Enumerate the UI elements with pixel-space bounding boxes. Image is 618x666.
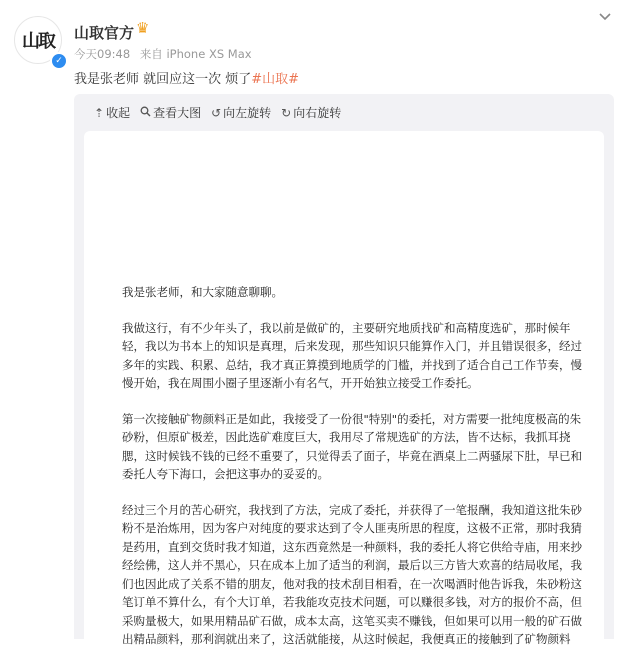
- post-text-main: 我是张老师 就回应这一次 烦了: [74, 72, 252, 87]
- avatar-logo-text: 山取: [22, 31, 54, 52]
- doc-paragraph: 经过三个月的苦心研究，我找到了方法，完成了委托，并获得了一笔报酬，我知道这批朱砂粉不是治炼用，因为客户对纯度的要求达到了令人匪夷所思的程度，这极不正常，那时我猜是药用，直到交货时我才知道，这东西竟然是一种颜料，我的委托人将它供给寺庙，用来抄经绘佛，这人并不黑心，只在成本上加了适当的利润，最后以三方皆大欢喜的结局收尾，我们也因此成了关系不错的朋友，他对我的技术刮目相看，在一次喝酒时他告诉我，朱砂粉这笔订单不算什么，有个大订单，若我能攻克技术问题，可以赚很多钱，对方的报价不高，但采购量极大，如果用精品矿石做，成本太高，这笔买卖不赚钱，但如果可以用一般的矿石做出精品颜料，那利润就出来了，这活就能接，从这时候起，我便真正的接触到了矿物颜料: [122, 502, 582, 646]
- rotate-left-icon: ↺: [211, 105, 222, 120]
- crown-icon: ♛: [136, 19, 150, 37]
- collapse-icon: ⇡: [94, 105, 105, 120]
- hashtag-link[interactable]: #山取#: [251, 72, 300, 87]
- rotate-right-icon: ↻: [281, 105, 292, 120]
- image-toolbar: [94, 104, 351, 121]
- rotate-left-button[interactable]: [211, 104, 271, 121]
- view-large-button[interactable]: [140, 104, 201, 121]
- collapse-label: 收起: [106, 106, 131, 120]
- rotate-right-button[interactable]: [281, 104, 341, 121]
- post-text: [74, 68, 299, 87]
- doc-paragraph: 我做这行，有不少年头了，我以前是做矿的，主要研究地质找矿和高精度选矿，那时候年轻，我以为书本上的知识是真理，后来发现，那些知识只能算作入门，并且错误很多，经过多年的实践、积累、总结，我才真正算摸到地质学的门槛，并找到了适合自己工作节奏，慢慢开始，我在周围小圈子里逐渐小有名气，开开始独立接受工作委托。: [122, 320, 582, 390]
- collapse-button[interactable]: [94, 104, 130, 121]
- post-time[interactable]: 今天09:48: [74, 47, 131, 61]
- username[interactable]: 山取官方: [74, 24, 135, 42]
- search-icon: [140, 106, 151, 120]
- rotate-left-label: 向左旋转: [223, 106, 272, 120]
- verified-badge-icon: ✓: [50, 52, 68, 70]
- doc-paragraph: 我是张老师，和大家随意聊聊。: [122, 285, 283, 299]
- chevron-down-icon[interactable]: [598, 10, 612, 24]
- view-large-label: 查看大图: [153, 106, 202, 120]
- post-meta: [74, 46, 258, 62]
- doc-paragraph: 第一次接触矿物颜料正是如此，我接受了一份很"特别"的委托，对方需要一批纯度极高的朱砂粉，但原矿极差，因此选矿难度巨大，我用尽了常规选矿的方法，皆不达标，我抓耳挠腮，这时候钱不钱的已经不重要了，只觉得丢了面子，毕竟在酒桌上二两骚尿下肚，早已和委托人夸下海口，会把这事办的妥妥的。: [122, 411, 582, 481]
- image-document-text: [122, 283, 582, 666]
- post-source: 来自 iPhone XS Max: [139, 47, 252, 61]
- rotate-right-label: 向右旋转: [293, 106, 342, 120]
